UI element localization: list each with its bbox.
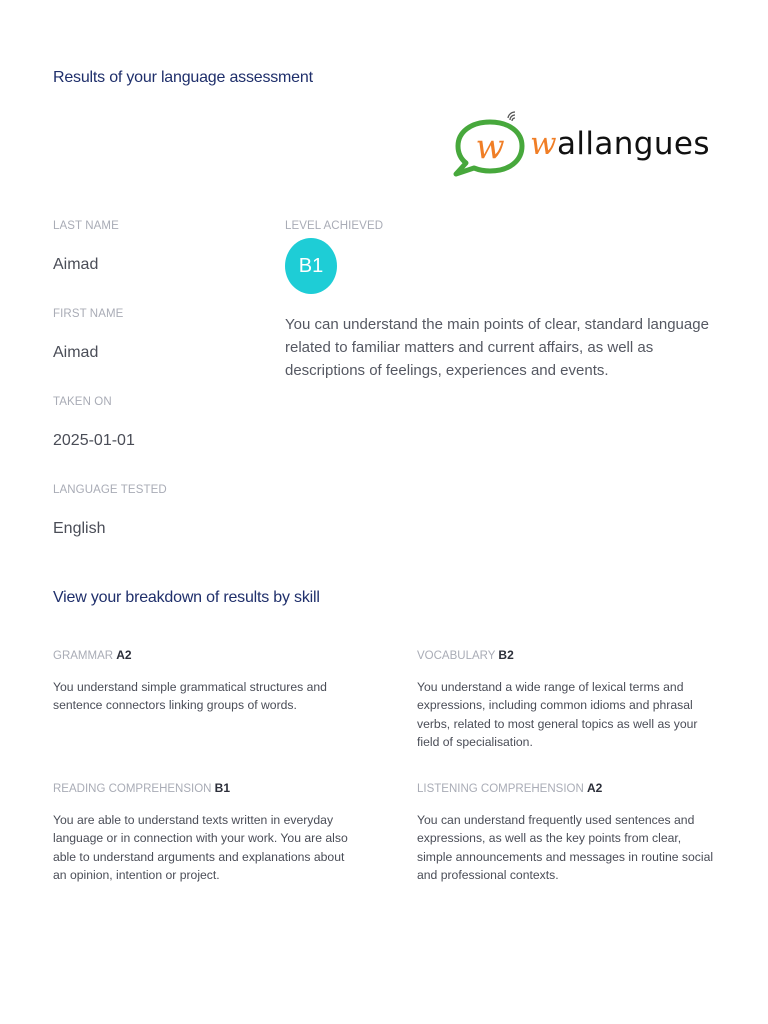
skill-heading [53,648,353,664]
skill-vocabulary [417,648,717,752]
skill-level: A2 [586,781,603,795]
level-achieved-label: LEVEL ACHIEVED [285,220,384,232]
breakdown-title: View your breakdown of results by skill [53,589,320,606]
skill-heading [53,781,353,797]
skill-level: A2 [116,648,132,662]
skill-description: You understand a wide range of lexical terms and expressions, including common idioms and phrasal verbs, related to most general topics as well as your field of specialisation. [417,680,698,750]
taken-on-value: 2025-01-01 [53,432,135,449]
skill-reading-comprehension [53,781,353,885]
level-description: You can understand the main points of clear, standard language related to familiar matters and current affairs, as well as descriptions of feelings, experiences and events. [285,316,709,379]
skill-listening-comprehension [417,781,717,885]
skill-description: You understand simple grammatical structures and sentence connectors linking groups of words. [53,680,327,713]
language-tested-value: English [53,520,106,537]
first-name-value: Aimad [53,344,99,361]
skill-name: GRAMMAR [53,650,114,662]
page-title: Results of your language assessment [53,69,313,86]
last-name-label: LAST NAME [53,220,119,232]
skill-grammar [53,648,353,715]
skill-heading [417,648,717,664]
last-name-value: Aimad [53,256,99,273]
skill-heading [417,781,717,797]
svg-text:w: w [475,127,505,167]
skill-level: B1 [214,781,231,795]
speech-bubble-logo-icon [452,108,532,180]
level-badge: B1 [285,238,337,294]
logo-wordmark: wallangues [530,126,710,162]
skill-name: LISTENING COMPREHENSION [417,783,584,795]
taken-on-label: TAKEN ON [53,396,112,408]
skill-description: You are able to understand texts written in everyday language or in connection with your work. You are also able to understand arguments and explanations about an opinion, intention or project. [53,813,348,883]
skill-name: READING COMPREHENSION [53,783,212,795]
skill-description: You can understand frequently used sentences and expressions, as well as the key points from clear, simple announcements and messages in routine social and professional contexts. [417,813,714,883]
language-tested-label: LANGUAGE TESTED [53,484,167,496]
skill-level: B2 [498,648,514,662]
skill-name: VOCABULARY [417,650,496,662]
first-name-label: FIRST NAME [53,308,124,320]
